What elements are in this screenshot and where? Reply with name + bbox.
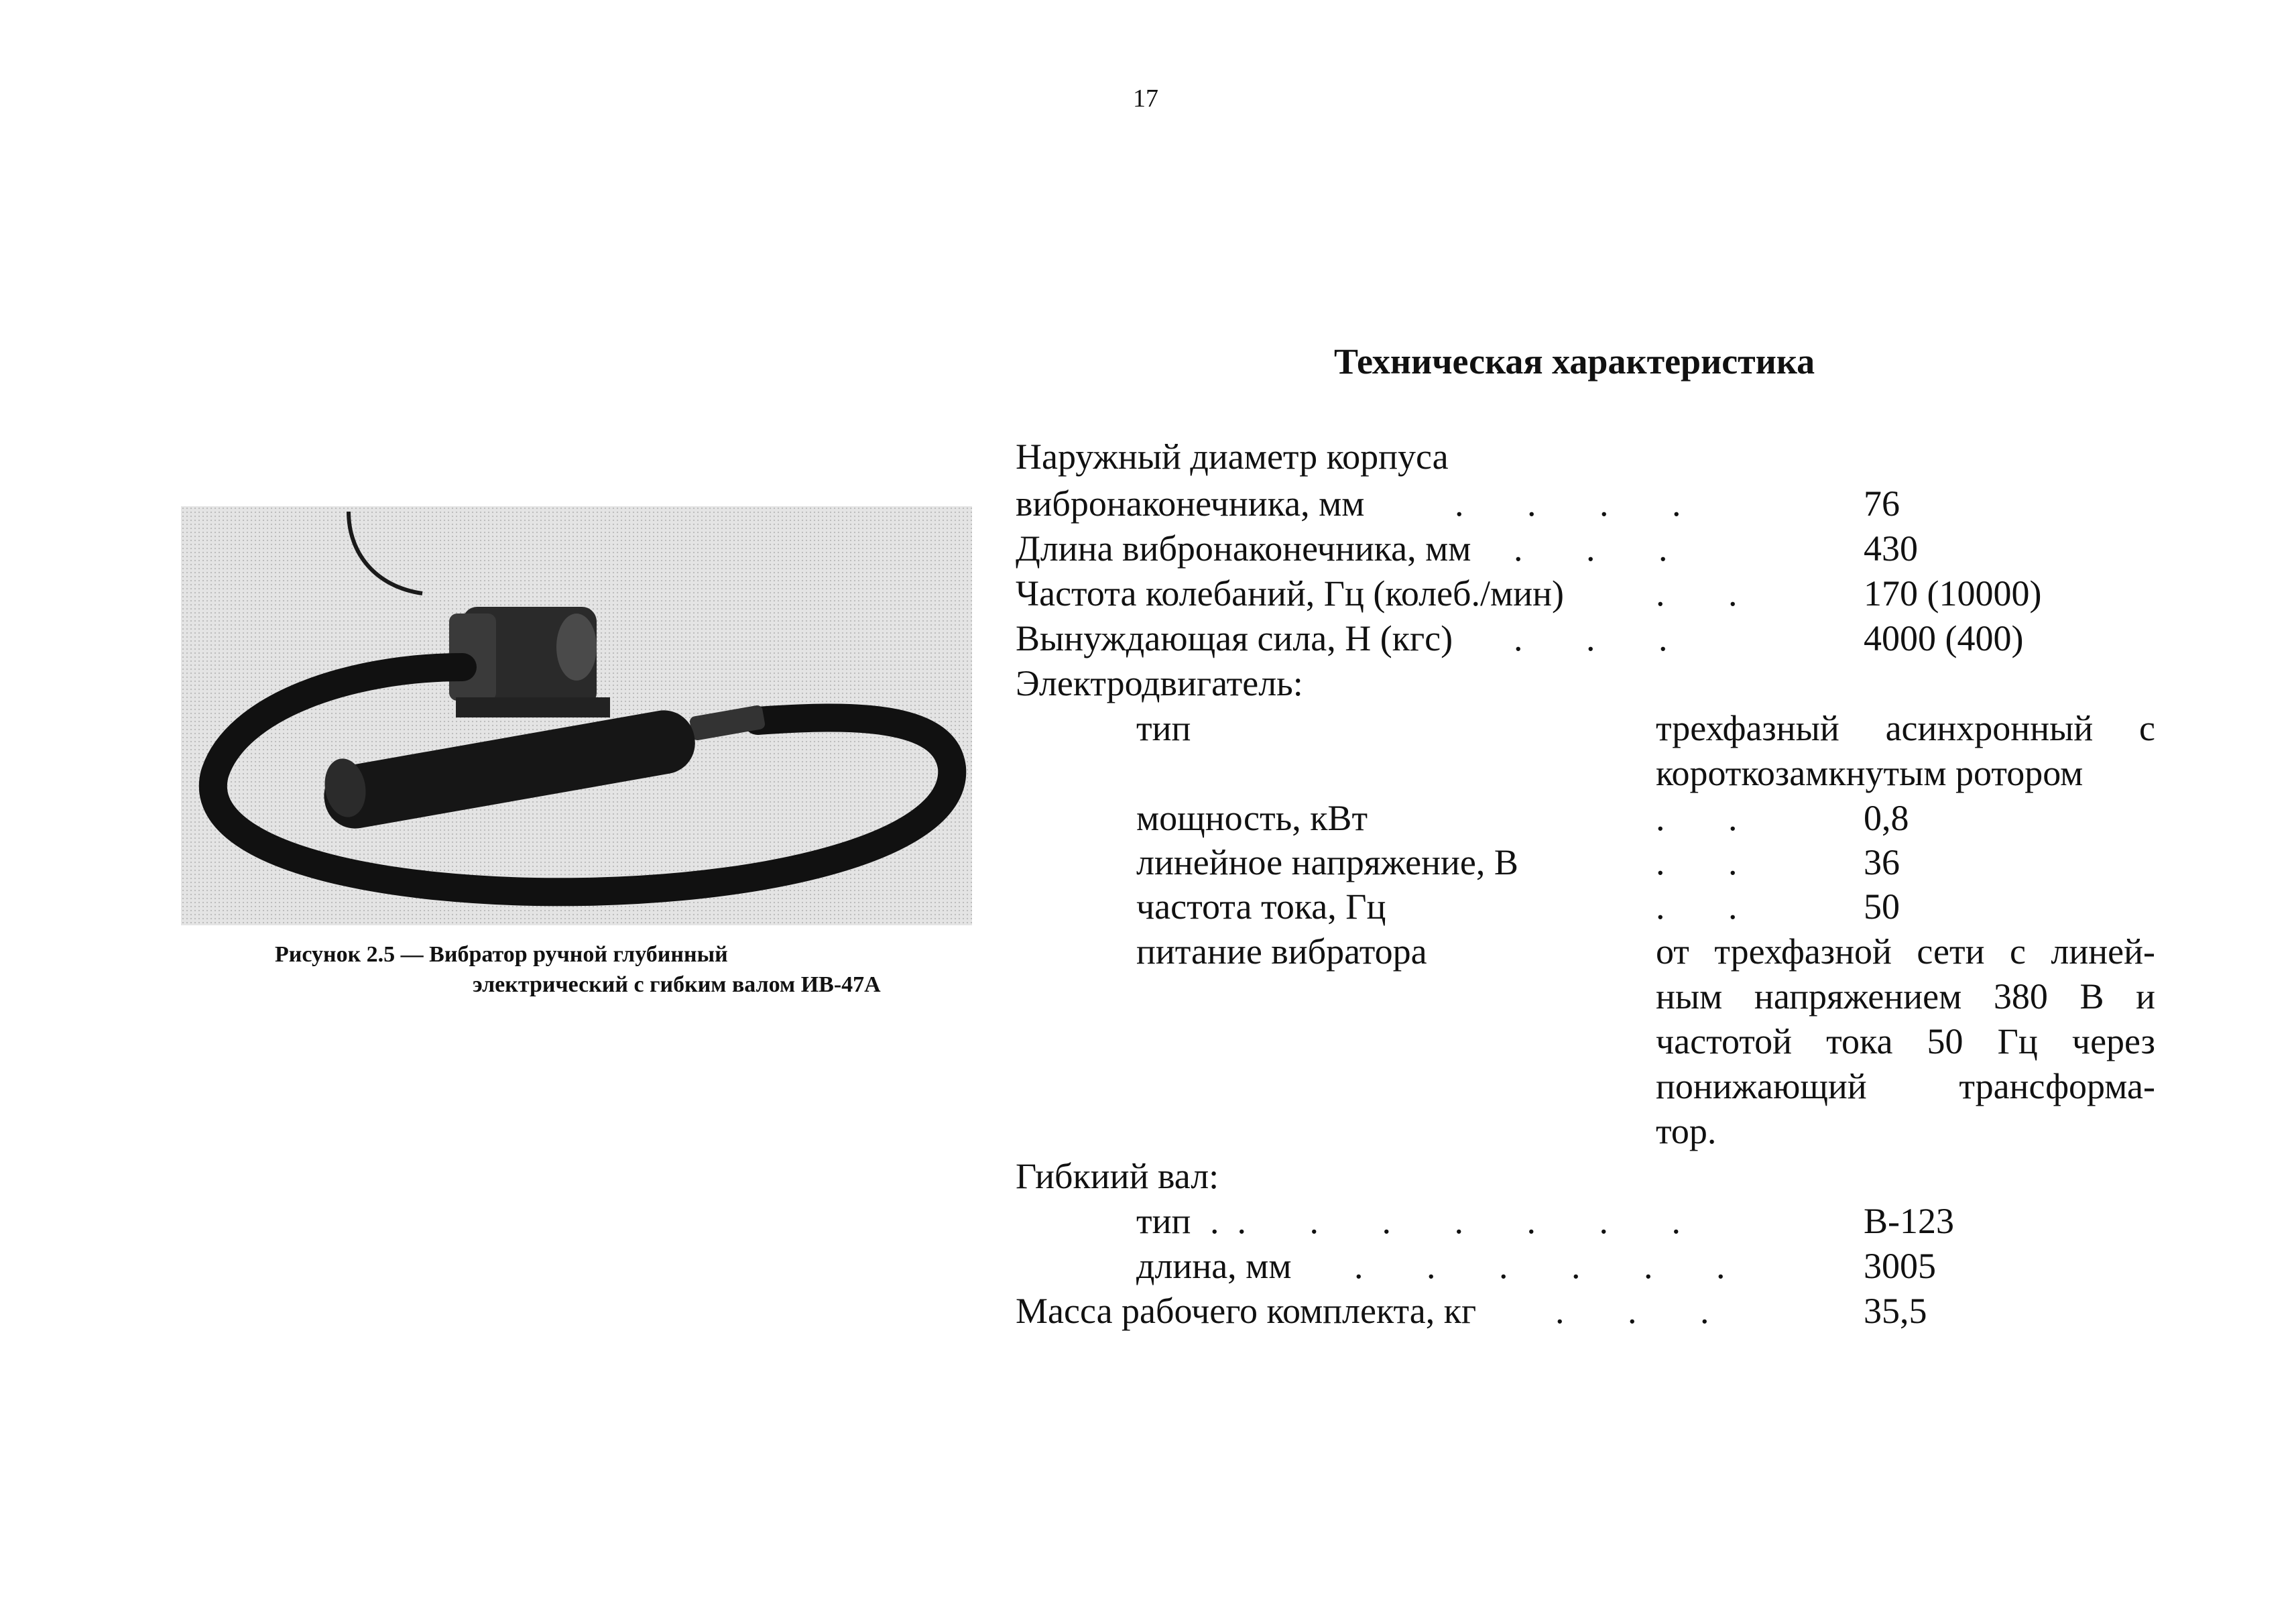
- power-value: 0,8: [1864, 798, 1909, 838]
- leader-dots: . . . .: [1455, 483, 1681, 524]
- frequency-label: Частота колебаний, Гц (колеб./мин): [1016, 573, 1564, 614]
- supply-value-1: от трехфазной сети с линей-: [1656, 931, 2155, 972]
- supply-value-2: ным напряжением 380 В и: [1656, 976, 2155, 1017]
- shaft-length-value: 3005: [1864, 1246, 1936, 1286]
- motor-label: Электродвигатель:: [1016, 663, 1303, 703]
- leader-dots: . .: [1656, 842, 1738, 882]
- spec-heading: Техническая характеристика: [1334, 341, 1815, 382]
- motor-type-value-2: короткозамкнутым ротором: [1656, 753, 2083, 793]
- page-number: 17: [1133, 84, 1158, 113]
- mass-label: Масса рабочего комплекта, кг: [1016, 1291, 1477, 1331]
- voltage-label: линейное напряжение, В: [1136, 842, 1518, 882]
- leader-dots: . . .: [1514, 618, 1668, 658]
- shaft-type-value: В-123: [1864, 1201, 1954, 1241]
- leader-dots: . . . . . .: [1354, 1246, 1726, 1286]
- shaft-type-label: тип: [1136, 1201, 1191, 1241]
- outer-diameter-label-2: вибронаконечника, мм: [1016, 483, 1365, 524]
- supply-value-4: понижающий трансформа-: [1656, 1066, 2155, 1106]
- shaft-length-label: длина, мм: [1136, 1246, 1292, 1286]
- mass-value: 35,5: [1864, 1291, 1927, 1331]
- current-freq-label: частота тока, Гц: [1136, 886, 1386, 927]
- supply-value-5: тор.: [1656, 1111, 1717, 1151]
- figure-caption-line1: Рисунок 2.5 — Вибратор ручной глубинный: [275, 942, 728, 967]
- outer-diameter-label-1: Наружный диаметр корпуса: [1016, 437, 1449, 477]
- leader-dots: . .: [1656, 886, 1738, 927]
- shaft-label: Гибкиий вал:: [1016, 1156, 1219, 1196]
- force-label: Вынуждающая сила, Н (кгс): [1016, 618, 1453, 658]
- outer-diameter-value: 76: [1864, 483, 1900, 524]
- vibrator-illustration: [181, 506, 972, 925]
- voltage-value: 36: [1864, 842, 1900, 882]
- supply-label: питание вибратора: [1136, 931, 1427, 972]
- vibrator-photo: [181, 506, 972, 925]
- supply-value-3: частотой тока 50 Гц через: [1656, 1021, 2155, 1061]
- motor-type-value-1: трехфазный асинхронный с: [1656, 708, 2155, 748]
- power-label: мощность, кВт: [1136, 798, 1368, 838]
- leader-dots: . .: [1656, 798, 1738, 838]
- leader-dots: . . .: [1514, 528, 1668, 569]
- frequency-value: 170 (10000): [1864, 573, 2042, 614]
- motor-type-label: тип: [1136, 708, 1191, 748]
- tip-length-label: Длина вибронаконечника, мм: [1016, 528, 1471, 569]
- leader-dots: . . . . . . . .: [1210, 1201, 1681, 1241]
- leader-dots: . .: [1656, 573, 1738, 614]
- leader-dots: . . .: [1555, 1291, 1709, 1331]
- force-value: 4000 (400): [1864, 618, 2024, 658]
- current-freq-value: 50: [1864, 886, 1900, 927]
- tip-length-value: 430: [1864, 528, 1918, 569]
- figure-caption-line2: электрический с гибким валом ИВ-47А: [473, 972, 881, 997]
